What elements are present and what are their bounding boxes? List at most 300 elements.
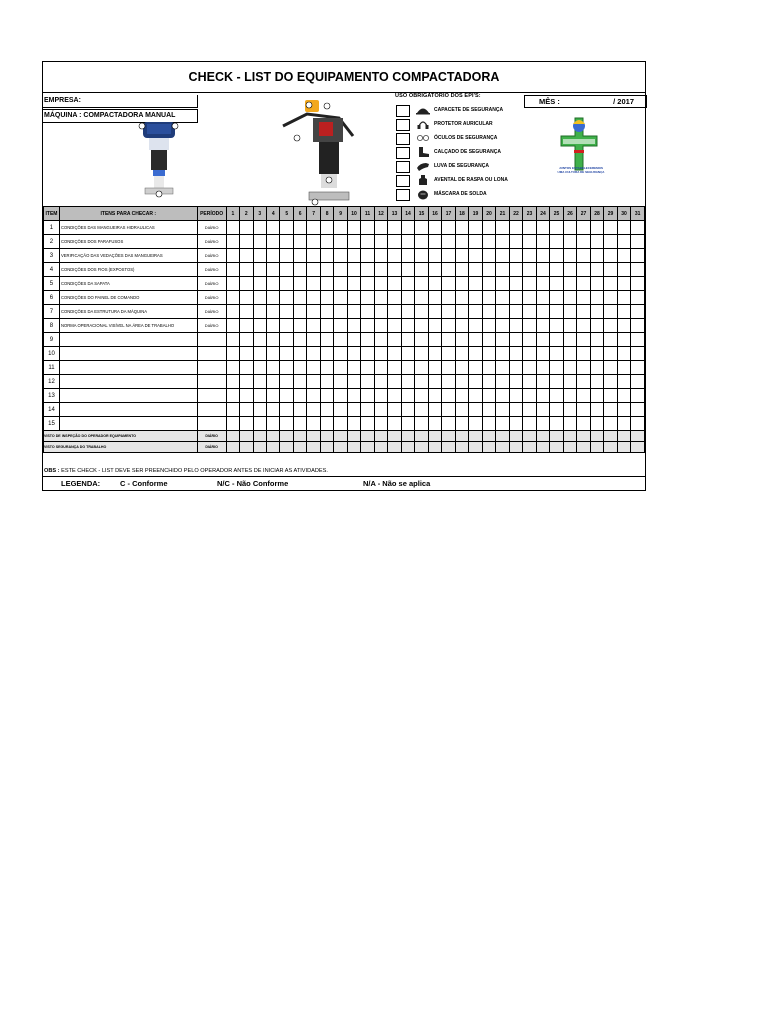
day-cell[interactable] [415, 361, 429, 375]
day-cell[interactable] [307, 389, 320, 403]
signature-cell[interactable] [550, 431, 564, 442]
day-cell[interactable] [374, 291, 388, 305]
day-cell[interactable] [550, 291, 564, 305]
day-cell[interactable] [617, 347, 631, 361]
day-cell[interactable] [307, 235, 320, 249]
day-cell[interactable] [590, 235, 604, 249]
signature-cell[interactable] [307, 431, 320, 442]
day-cell[interactable] [496, 291, 510, 305]
signature-cell[interactable] [361, 442, 375, 453]
signature-cell[interactable] [442, 431, 456, 442]
signature-cell[interactable] [523, 431, 537, 442]
day-cell[interactable] [253, 291, 266, 305]
day-cell[interactable] [307, 305, 320, 319]
day-cell[interactable] [347, 333, 361, 347]
day-cell[interactable] [469, 319, 483, 333]
day-cell[interactable] [226, 235, 239, 249]
signature-cell[interactable] [590, 442, 604, 453]
day-cell[interactable] [590, 221, 604, 235]
day-cell[interactable] [361, 291, 375, 305]
day-cell[interactable] [280, 375, 293, 389]
day-cell[interactable] [509, 333, 523, 347]
signature-cell[interactable] [428, 442, 442, 453]
day-cell[interactable] [226, 389, 239, 403]
signature-cell[interactable] [293, 431, 306, 442]
day-cell[interactable] [496, 277, 510, 291]
day-cell[interactable] [428, 305, 442, 319]
day-cell[interactable] [631, 291, 645, 305]
day-cell[interactable] [347, 277, 361, 291]
day-cell[interactable] [334, 361, 347, 375]
signature-cell[interactable] [280, 431, 293, 442]
day-cell[interactable] [550, 361, 564, 375]
epi-checkbox[interactable] [396, 175, 410, 187]
signature-cell[interactable] [388, 442, 402, 453]
day-cell[interactable] [550, 221, 564, 235]
day-cell[interactable] [509, 263, 523, 277]
day-cell[interactable] [361, 235, 375, 249]
day-cell[interactable] [496, 333, 510, 347]
day-cell[interactable] [509, 305, 523, 319]
signature-cell[interactable] [482, 442, 496, 453]
day-cell[interactable] [334, 277, 347, 291]
day-cell[interactable] [590, 389, 604, 403]
day-cell[interactable] [604, 347, 618, 361]
day-cell[interactable] [442, 263, 456, 277]
day-cell[interactable] [455, 221, 469, 235]
day-cell[interactable] [347, 263, 361, 277]
signature-cell[interactable] [496, 442, 510, 453]
signature-cell[interactable] [415, 431, 429, 442]
day-cell[interactable] [455, 375, 469, 389]
day-cell[interactable] [455, 403, 469, 417]
day-cell[interactable] [482, 277, 496, 291]
day-cell[interactable] [253, 263, 266, 277]
day-cell[interactable] [563, 319, 577, 333]
day-cell[interactable] [334, 403, 347, 417]
day-cell[interactable] [563, 235, 577, 249]
day-cell[interactable] [428, 375, 442, 389]
day-cell[interactable] [550, 305, 564, 319]
day-cell[interactable] [509, 235, 523, 249]
day-cell[interactable] [347, 235, 361, 249]
day-cell[interactable] [563, 389, 577, 403]
day-cell[interactable] [240, 347, 253, 361]
signature-cell[interactable] [226, 442, 239, 453]
signature-cell[interactable] [496, 431, 510, 442]
day-cell[interactable] [428, 347, 442, 361]
day-cell[interactable] [536, 333, 550, 347]
day-cell[interactable] [563, 333, 577, 347]
day-cell[interactable] [226, 277, 239, 291]
day-cell[interactable] [428, 319, 442, 333]
day-cell[interactable] [307, 375, 320, 389]
day-cell[interactable] [442, 319, 456, 333]
day-cell[interactable] [280, 347, 293, 361]
day-cell[interactable] [267, 361, 280, 375]
day-cell[interactable] [388, 347, 402, 361]
day-cell[interactable] [347, 389, 361, 403]
day-cell[interactable] [361, 305, 375, 319]
signature-cell[interactable] [563, 442, 577, 453]
day-cell[interactable] [590, 277, 604, 291]
day-cell[interactable] [253, 375, 266, 389]
day-cell[interactable] [482, 221, 496, 235]
signature-cell[interactable] [334, 431, 347, 442]
day-cell[interactable] [631, 263, 645, 277]
day-cell[interactable] [442, 389, 456, 403]
day-cell[interactable] [267, 249, 280, 263]
signature-cell[interactable] [428, 431, 442, 442]
day-cell[interactable] [293, 403, 306, 417]
day-cell[interactable] [509, 277, 523, 291]
day-cell[interactable] [469, 305, 483, 319]
day-cell[interactable] [415, 235, 429, 249]
day-cell[interactable] [374, 375, 388, 389]
day-cell[interactable] [469, 235, 483, 249]
day-cell[interactable] [293, 277, 306, 291]
signature-cell[interactable] [617, 442, 631, 453]
day-cell[interactable] [240, 263, 253, 277]
day-cell[interactable] [388, 403, 402, 417]
day-cell[interactable] [455, 291, 469, 305]
day-cell[interactable] [253, 417, 266, 431]
day-cell[interactable] [455, 305, 469, 319]
day-cell[interactable] [509, 221, 523, 235]
day-cell[interactable] [307, 263, 320, 277]
day-cell[interactable] [361, 375, 375, 389]
day-cell[interactable] [240, 403, 253, 417]
day-cell[interactable] [631, 305, 645, 319]
day-cell[interactable] [347, 319, 361, 333]
day-cell[interactable] [280, 333, 293, 347]
day-cell[interactable] [590, 361, 604, 375]
day-cell[interactable] [240, 235, 253, 249]
signature-cell[interactable] [334, 442, 347, 453]
epi-checkbox[interactable] [396, 119, 410, 131]
day-cell[interactable] [577, 249, 591, 263]
day-cell[interactable] [415, 389, 429, 403]
signature-cell[interactable] [374, 442, 388, 453]
day-cell[interactable] [428, 277, 442, 291]
day-cell[interactable] [388, 361, 402, 375]
day-cell[interactable] [334, 333, 347, 347]
day-cell[interactable] [455, 417, 469, 431]
day-cell[interactable] [226, 361, 239, 375]
day-cell[interactable] [401, 305, 415, 319]
day-cell[interactable] [334, 235, 347, 249]
day-cell[interactable] [347, 249, 361, 263]
day-cell[interactable] [401, 249, 415, 263]
signature-cell[interactable] [536, 442, 550, 453]
day-cell[interactable] [428, 389, 442, 403]
day-cell[interactable] [496, 221, 510, 235]
day-cell[interactable] [401, 389, 415, 403]
day-cell[interactable] [577, 361, 591, 375]
signature-cell[interactable] [226, 431, 239, 442]
day-cell[interactable] [307, 417, 320, 431]
day-cell[interactable] [280, 403, 293, 417]
day-cell[interactable] [280, 361, 293, 375]
day-cell[interactable] [388, 305, 402, 319]
day-cell[interactable] [361, 249, 375, 263]
day-cell[interactable] [482, 375, 496, 389]
day-cell[interactable] [293, 221, 306, 235]
day-cell[interactable] [442, 221, 456, 235]
day-cell[interactable] [590, 417, 604, 431]
day-cell[interactable] [267, 403, 280, 417]
day-cell[interactable] [536, 389, 550, 403]
epi-checkbox[interactable] [396, 105, 410, 117]
day-cell[interactable] [401, 403, 415, 417]
day-cell[interactable] [523, 319, 537, 333]
day-cell[interactable] [267, 263, 280, 277]
day-cell[interactable] [617, 249, 631, 263]
signature-cell[interactable] [509, 431, 523, 442]
day-cell[interactable] [455, 333, 469, 347]
day-cell[interactable] [455, 389, 469, 403]
day-cell[interactable] [523, 221, 537, 235]
day-cell[interactable] [226, 291, 239, 305]
day-cell[interactable] [415, 249, 429, 263]
signature-cell[interactable] [320, 442, 333, 453]
day-cell[interactable] [509, 417, 523, 431]
epi-checkbox[interactable] [396, 133, 410, 145]
day-cell[interactable] [617, 403, 631, 417]
day-cell[interactable] [401, 417, 415, 431]
day-cell[interactable] [604, 263, 618, 277]
day-cell[interactable] [280, 291, 293, 305]
day-cell[interactable] [307, 291, 320, 305]
day-cell[interactable] [536, 403, 550, 417]
day-cell[interactable] [415, 375, 429, 389]
day-cell[interactable] [374, 249, 388, 263]
day-cell[interactable] [469, 249, 483, 263]
signature-cell[interactable] [550, 442, 564, 453]
day-cell[interactable] [374, 417, 388, 431]
day-cell[interactable] [604, 277, 618, 291]
day-cell[interactable] [536, 235, 550, 249]
day-cell[interactable] [240, 221, 253, 235]
day-cell[interactable] [293, 361, 306, 375]
day-cell[interactable] [550, 417, 564, 431]
day-cell[interactable] [320, 333, 333, 347]
day-cell[interactable] [563, 347, 577, 361]
day-cell[interactable] [253, 389, 266, 403]
day-cell[interactable] [253, 249, 266, 263]
day-cell[interactable] [401, 347, 415, 361]
day-cell[interactable] [442, 347, 456, 361]
day-cell[interactable] [509, 375, 523, 389]
day-cell[interactable] [536, 249, 550, 263]
day-cell[interactable] [347, 221, 361, 235]
day-cell[interactable] [604, 375, 618, 389]
day-cell[interactable] [320, 417, 333, 431]
day-cell[interactable] [320, 347, 333, 361]
day-cell[interactable] [604, 221, 618, 235]
day-cell[interactable] [240, 249, 253, 263]
day-cell[interactable] [226, 375, 239, 389]
day-cell[interactable] [469, 389, 483, 403]
day-cell[interactable] [496, 249, 510, 263]
signature-cell[interactable] [253, 442, 266, 453]
signature-cell[interactable] [401, 431, 415, 442]
day-cell[interactable] [280, 263, 293, 277]
day-cell[interactable] [496, 305, 510, 319]
day-cell[interactable] [267, 305, 280, 319]
day-cell[interactable] [577, 235, 591, 249]
signature-cell[interactable] [604, 442, 618, 453]
signature-cell[interactable] [388, 431, 402, 442]
day-cell[interactable] [226, 417, 239, 431]
signature-cell[interactable] [347, 442, 361, 453]
signature-cell[interactable] [307, 442, 320, 453]
day-cell[interactable] [226, 403, 239, 417]
day-cell[interactable] [347, 403, 361, 417]
day-cell[interactable] [577, 375, 591, 389]
day-cell[interactable] [469, 277, 483, 291]
day-cell[interactable] [482, 235, 496, 249]
day-cell[interactable] [590, 403, 604, 417]
day-cell[interactable] [509, 319, 523, 333]
day-cell[interactable] [590, 375, 604, 389]
day-cell[interactable] [293, 305, 306, 319]
day-cell[interactable] [590, 305, 604, 319]
day-cell[interactable] [550, 375, 564, 389]
signature-cell[interactable] [401, 442, 415, 453]
day-cell[interactable] [482, 305, 496, 319]
day-cell[interactable] [307, 221, 320, 235]
day-cell[interactable] [482, 263, 496, 277]
day-cell[interactable] [523, 249, 537, 263]
signature-cell[interactable] [577, 431, 591, 442]
day-cell[interactable] [240, 389, 253, 403]
day-cell[interactable] [334, 263, 347, 277]
day-cell[interactable] [307, 347, 320, 361]
day-cell[interactable] [563, 263, 577, 277]
day-cell[interactable] [536, 319, 550, 333]
day-cell[interactable] [374, 221, 388, 235]
signature-cell[interactable] [293, 442, 306, 453]
day-cell[interactable] [293, 319, 306, 333]
day-cell[interactable] [536, 347, 550, 361]
day-cell[interactable] [523, 333, 537, 347]
day-cell[interactable] [617, 263, 631, 277]
day-cell[interactable] [496, 319, 510, 333]
day-cell[interactable] [226, 263, 239, 277]
day-cell[interactable] [442, 235, 456, 249]
day-cell[interactable] [374, 333, 388, 347]
day-cell[interactable] [482, 347, 496, 361]
day-cell[interactable] [482, 291, 496, 305]
day-cell[interactable] [563, 305, 577, 319]
day-cell[interactable] [577, 417, 591, 431]
day-cell[interactable] [374, 263, 388, 277]
day-cell[interactable] [577, 389, 591, 403]
signature-cell[interactable] [374, 431, 388, 442]
day-cell[interactable] [590, 249, 604, 263]
epi-checkbox[interactable] [396, 147, 410, 159]
day-cell[interactable] [388, 319, 402, 333]
day-cell[interactable] [523, 361, 537, 375]
day-cell[interactable] [523, 417, 537, 431]
day-cell[interactable] [428, 417, 442, 431]
day-cell[interactable] [267, 347, 280, 361]
day-cell[interactable] [320, 375, 333, 389]
day-cell[interactable] [631, 221, 645, 235]
day-cell[interactable] [347, 305, 361, 319]
day-cell[interactable] [334, 319, 347, 333]
day-cell[interactable] [577, 277, 591, 291]
day-cell[interactable] [442, 417, 456, 431]
day-cell[interactable] [536, 375, 550, 389]
day-cell[interactable] [604, 249, 618, 263]
day-cell[interactable] [401, 235, 415, 249]
day-cell[interactable] [631, 361, 645, 375]
day-cell[interactable] [631, 333, 645, 347]
day-cell[interactable] [388, 291, 402, 305]
day-cell[interactable] [523, 277, 537, 291]
day-cell[interactable] [563, 291, 577, 305]
day-cell[interactable] [334, 291, 347, 305]
signature-cell[interactable] [617, 431, 631, 442]
signature-cell[interactable] [604, 431, 618, 442]
day-cell[interactable] [307, 333, 320, 347]
day-cell[interactable] [590, 347, 604, 361]
day-cell[interactable] [496, 263, 510, 277]
day-cell[interactable] [280, 305, 293, 319]
day-cell[interactable] [428, 221, 442, 235]
signature-cell[interactable] [631, 442, 645, 453]
day-cell[interactable] [469, 417, 483, 431]
day-cell[interactable] [388, 375, 402, 389]
signature-cell[interactable] [240, 431, 253, 442]
day-cell[interactable] [320, 319, 333, 333]
day-cell[interactable] [293, 333, 306, 347]
day-cell[interactable] [523, 389, 537, 403]
day-cell[interactable] [590, 319, 604, 333]
day-cell[interactable] [401, 333, 415, 347]
day-cell[interactable] [442, 305, 456, 319]
day-cell[interactable] [226, 333, 239, 347]
day-cell[interactable] [469, 221, 483, 235]
day-cell[interactable] [550, 347, 564, 361]
epi-checkbox[interactable] [396, 189, 410, 201]
day-cell[interactable] [469, 375, 483, 389]
signature-cell[interactable] [631, 431, 645, 442]
day-cell[interactable] [428, 291, 442, 305]
day-cell[interactable] [334, 249, 347, 263]
day-cell[interactable] [617, 417, 631, 431]
day-cell[interactable] [577, 305, 591, 319]
day-cell[interactable] [240, 291, 253, 305]
day-cell[interactable] [293, 375, 306, 389]
day-cell[interactable] [604, 417, 618, 431]
day-cell[interactable] [253, 221, 266, 235]
day-cell[interactable] [617, 389, 631, 403]
mes-field[interactable] [524, 95, 647, 108]
day-cell[interactable] [374, 403, 388, 417]
day-cell[interactable] [550, 249, 564, 263]
day-cell[interactable] [442, 249, 456, 263]
day-cell[interactable] [523, 305, 537, 319]
day-cell[interactable] [617, 319, 631, 333]
day-cell[interactable] [280, 319, 293, 333]
day-cell[interactable] [320, 389, 333, 403]
day-cell[interactable] [240, 375, 253, 389]
day-cell[interactable] [496, 347, 510, 361]
day-cell[interactable] [267, 235, 280, 249]
